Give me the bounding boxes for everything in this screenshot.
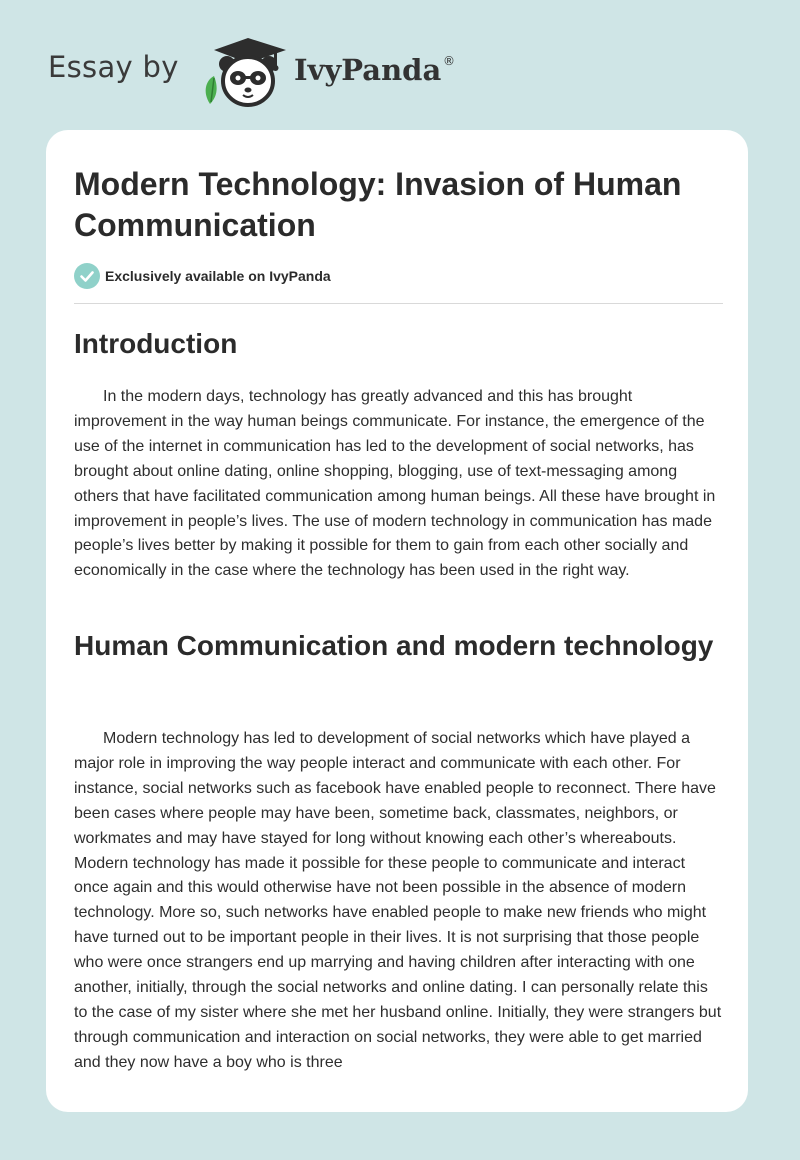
registered-mark: ® xyxy=(443,54,455,68)
site-header xyxy=(0,0,800,120)
panda-logo-icon[interactable] xyxy=(200,34,292,110)
section-heading-introduction: Introduction xyxy=(74,328,238,359)
section-heading-human-communication: Human Communication and modern technology xyxy=(74,630,714,661)
brand-prefix: Essay by xyxy=(48,50,179,84)
essay-title: Modern Technology: Invasion of Human Communication xyxy=(74,166,682,243)
section-paragraph-introduction: In the modern days, technology has greatly advanced and this has brought improvement in the way human beings communicate. For instance, the emergence of the use of the internet in communication has led to the development of social networks, has brought about online dating, online shopping, blogging, use of text-messaging among others that have facilitated communication among human beings. All these have brought in improvement in people’s lives. The use of modern technology in communication has made people’s lives better by making it possible for them to gain from each other socially and economically in the case where the technology has been used in the right way. xyxy=(74,388,716,580)
title-divider xyxy=(74,303,723,304)
section-paragraph-human-communication: Modern technology has led to development of social networks which have played a major role in improving the way people interact and communicate with each other. For instance, social networks such as facebook have enabled people to reconnect. There have been cases where people may have been, sometime back, classmates, neighbors, or workmates and may have stayed for long without knowing each other’s whereabouts. Modern technology has made it possible for these people to communicate and interact once again and this would otherwise have not been possible in the absence of modern technology. More so, such networks have enabled people to make new friends who might have turned out to be important people in their lives. It is not surprising that those people who were once strangers end up marrying and having children after interacting with one another, initially, through the social networks and online dating. I can personally relate this to the case of my sister where she met her husband online. Initially, they were strangers but through communication and interaction on social networks, they were able to get married and they now have a boy who is three xyxy=(74,730,722,1071)
brand-name[interactable]: IvyPanda xyxy=(294,53,442,87)
exclusive-badge xyxy=(74,263,331,289)
check-circle-icon xyxy=(74,263,100,289)
essay-card xyxy=(46,130,748,1112)
exclusive-badge-label: Exclusively available on IvyPanda xyxy=(105,268,331,284)
